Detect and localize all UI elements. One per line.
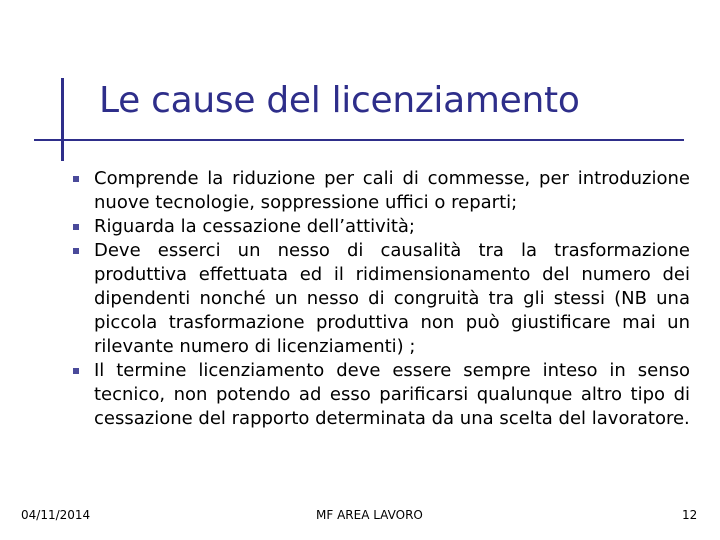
- footer-center-label: MF AREA LAVORO: [316, 508, 423, 522]
- bullet-item: [70, 359, 690, 431]
- title-vertical-rule: [61, 78, 64, 161]
- bullet-list: [70, 167, 690, 431]
- page-number: 12: [682, 508, 698, 522]
- bullet-text: Il termine licenziamento deve essere sempre inteso in senso tecnico, non potendo ad esso parificarsi qualunque altro tipo di cessazione del rapporto determinata da una scelta del lavoratore.: [94, 360, 690, 429]
- title-horizontal-rule: [34, 139, 684, 141]
- bullet-item: [70, 215, 690, 239]
- bullet-text: Deve esserci un nesso di causalità tra la trasformazione produttiva effettuata ed il ridimensionamento del numero dei dipendenti nonché un nesso di congruità tra gli stessi (NB una piccola trasformazione produttiva non può giustificare mai un rilevante numero di licenziamenti) ;: [94, 240, 690, 357]
- footer-date: 04/11/2014: [21, 508, 91, 522]
- slide-title: Le cause del licenziamento: [99, 80, 580, 121]
- square-bullet-icon: [73, 368, 79, 374]
- bullet-item: [70, 167, 690, 215]
- square-bullet-icon: [73, 176, 79, 182]
- bullet-text: Riguarda la cessazione dell’attività;: [94, 216, 415, 237]
- square-bullet-icon: [73, 248, 79, 254]
- bullet-item: [70, 239, 690, 359]
- bullet-text: Comprende la riduzione per cali di commesse, per introduzione nuove tecnologie, soppressione uffici o reparti;: [94, 168, 690, 213]
- square-bullet-icon: [73, 224, 79, 230]
